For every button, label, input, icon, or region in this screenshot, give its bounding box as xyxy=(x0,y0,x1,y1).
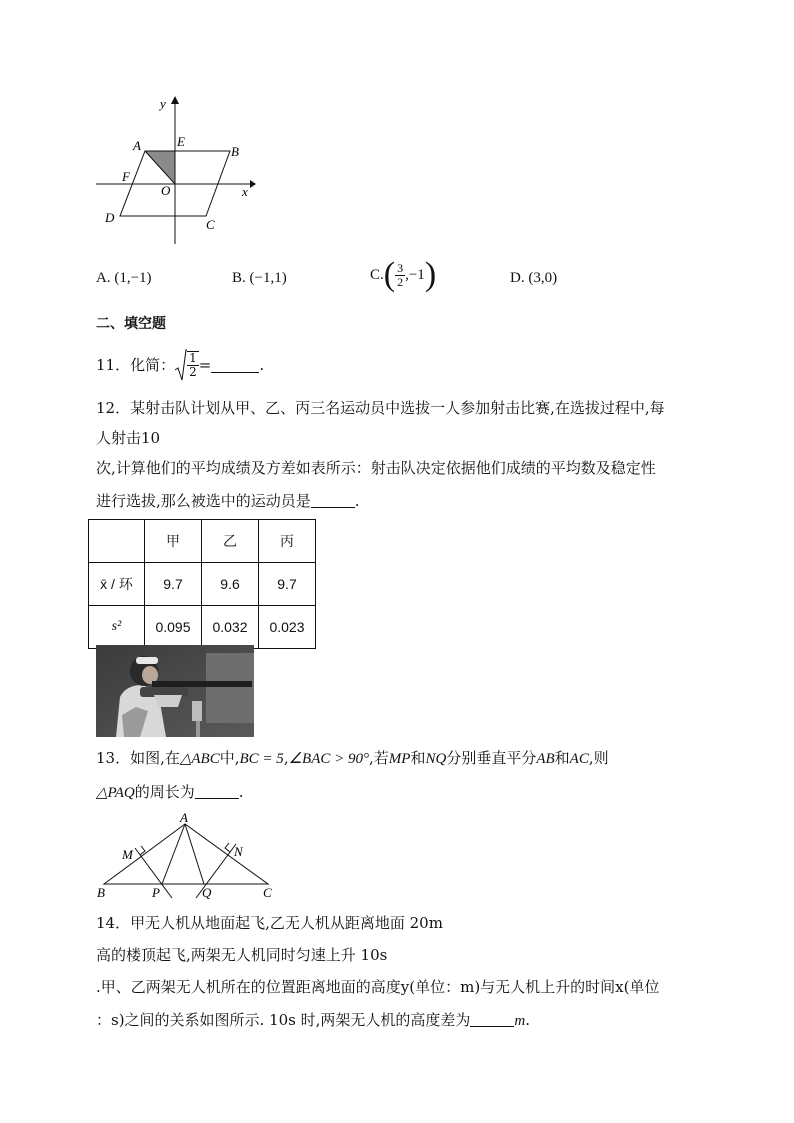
label-y: y xyxy=(160,96,166,111)
q11-end: . xyxy=(259,356,265,374)
q14-unit: m xyxy=(514,1013,526,1029)
q13-mp: MP xyxy=(388,751,411,767)
option-c-rest: ,−1 xyxy=(405,267,425,283)
q13-part: 分别垂直平分 xyxy=(446,749,537,767)
parallelogram-figure xyxy=(90,92,260,252)
q12-answer-blank[interactable] xyxy=(311,492,355,508)
q14-line3: .甲、乙两架无人机所在的位置距离地面的高度y(单位：m)与无人机上升的时间x(单位 xyxy=(96,978,660,996)
q13-bc: BC = 5 xyxy=(239,751,284,767)
option-c-denominator: 2 xyxy=(397,274,404,289)
q11-denominator: 2 xyxy=(189,365,197,379)
q11-equals: = xyxy=(198,356,212,374)
table-header-row xyxy=(89,520,316,563)
table-header-cell: 甲 xyxy=(145,520,202,563)
triangle-figure xyxy=(92,812,282,902)
q13-part: 13．如图,在 xyxy=(96,749,180,767)
y-axis-arrow xyxy=(171,96,179,104)
label-p: P xyxy=(152,885,160,900)
q13-part: ,则 xyxy=(588,749,609,767)
q13-answer-blank[interactable] xyxy=(195,783,239,799)
q13-part: 和 xyxy=(410,749,426,767)
shooter-photo xyxy=(96,645,254,737)
option-c-right-paren: ) xyxy=(424,256,437,293)
label-x: x xyxy=(242,184,248,199)
q11-answer-blank[interactable] xyxy=(211,357,259,373)
q13-nq: NQ xyxy=(425,751,447,767)
table-cell: 9.7 xyxy=(145,563,202,606)
option-c xyxy=(370,258,436,298)
option-d: D. (3,0) xyxy=(510,270,558,286)
label-a: A xyxy=(180,812,188,825)
label-c: C xyxy=(263,885,272,900)
label-b: B xyxy=(231,144,239,159)
table-cell: 0.095 xyxy=(145,606,202,649)
q14-line2: 高的楼顶起飞,两架无人机同时匀速上升 10s xyxy=(96,946,388,964)
table-row xyxy=(89,606,316,649)
table-cell: 9.7 xyxy=(259,563,316,606)
label-c: C xyxy=(206,217,215,232)
label-n: N xyxy=(234,844,243,859)
table-row xyxy=(89,563,316,606)
q11-numerator: 1 xyxy=(189,351,197,365)
option-c-fraction xyxy=(395,262,405,289)
q12-line1: 12．某射击队计划从甲、乙、丙三名运动员中选拔一人参加射击比赛,在选拔过程中,每 xyxy=(96,399,665,417)
label-e: E xyxy=(177,134,185,149)
option-c-left-paren: ( xyxy=(383,256,396,293)
table-row-label: x̄ / 环 xyxy=(89,563,145,606)
table-cell: 0.032 xyxy=(202,606,259,649)
q14-line4-text: ：s)之间的关系如图所示. 10s 时,两架无人机的高度差为 xyxy=(96,1011,471,1029)
q14-line1: 14．甲无人机从地面起飞,乙无人机从距离地面 20m xyxy=(96,914,443,932)
x-axis-arrow xyxy=(250,180,256,188)
label-b: B xyxy=(97,885,105,900)
q13-triangle-abc: △ABC xyxy=(179,751,220,767)
q13-ac: AC xyxy=(569,751,589,767)
label-o: O xyxy=(161,183,171,198)
label-a: A xyxy=(133,138,141,153)
q13-end: . xyxy=(238,783,244,801)
right-angle-n xyxy=(225,843,230,852)
q13-part: , xyxy=(283,749,289,767)
q12-line2: 人射击10 xyxy=(96,429,161,447)
q12-line4-end: . xyxy=(354,492,360,510)
question-11 xyxy=(96,348,264,384)
table-cell: 9.6 xyxy=(202,563,259,606)
q13-ab: AB xyxy=(536,751,555,767)
q13-part: 中, xyxy=(219,749,240,767)
label-q: Q xyxy=(202,885,212,900)
q13-part: 和 xyxy=(554,749,570,767)
q12-line4 xyxy=(96,491,360,511)
table-header-cell xyxy=(89,520,145,563)
label-f: F xyxy=(122,169,130,184)
label-m: M xyxy=(122,847,133,862)
stats-table xyxy=(88,519,316,649)
q12-line3: 次,计算他们的平均成绩及方差如表所示：射击队决定依据他们成绩的平均数及稳定性 xyxy=(96,459,656,477)
segment-aq xyxy=(185,824,204,884)
table-header-cell: 丙 xyxy=(259,520,316,563)
sqrt-sign xyxy=(175,348,187,382)
q14-line4 xyxy=(96,1010,530,1031)
q13-line1 xyxy=(96,748,609,769)
option-b: B. (−1,1) xyxy=(232,270,287,286)
q14-line4-end: . xyxy=(525,1011,531,1029)
section-title: 二、填空题 xyxy=(96,316,166,332)
q11-prefix: 11．化简： xyxy=(96,356,176,374)
table-cell: 0.023 xyxy=(259,606,316,649)
table-header-cell: 乙 xyxy=(202,520,259,563)
label-d: D xyxy=(105,210,115,225)
option-c-prefix: C. xyxy=(370,267,384,283)
option-a: A. (1,−1) xyxy=(96,270,152,286)
q13-part: 的周长为 xyxy=(134,783,195,801)
q13-triangle-paq: △PAQ xyxy=(96,785,135,801)
q12-line4-text: 进行选拔,那么被选中的运动员是 xyxy=(96,492,311,510)
q11-fraction xyxy=(187,351,199,379)
table-row-label: s² xyxy=(89,606,145,649)
q13-angle: ∠BAC > 90° xyxy=(288,751,369,767)
q13-line2 xyxy=(96,782,244,803)
q14-answer-blank[interactable] xyxy=(470,1011,514,1027)
q13-part: ,若 xyxy=(369,749,389,767)
option-c-numerator: 3 xyxy=(397,260,404,275)
